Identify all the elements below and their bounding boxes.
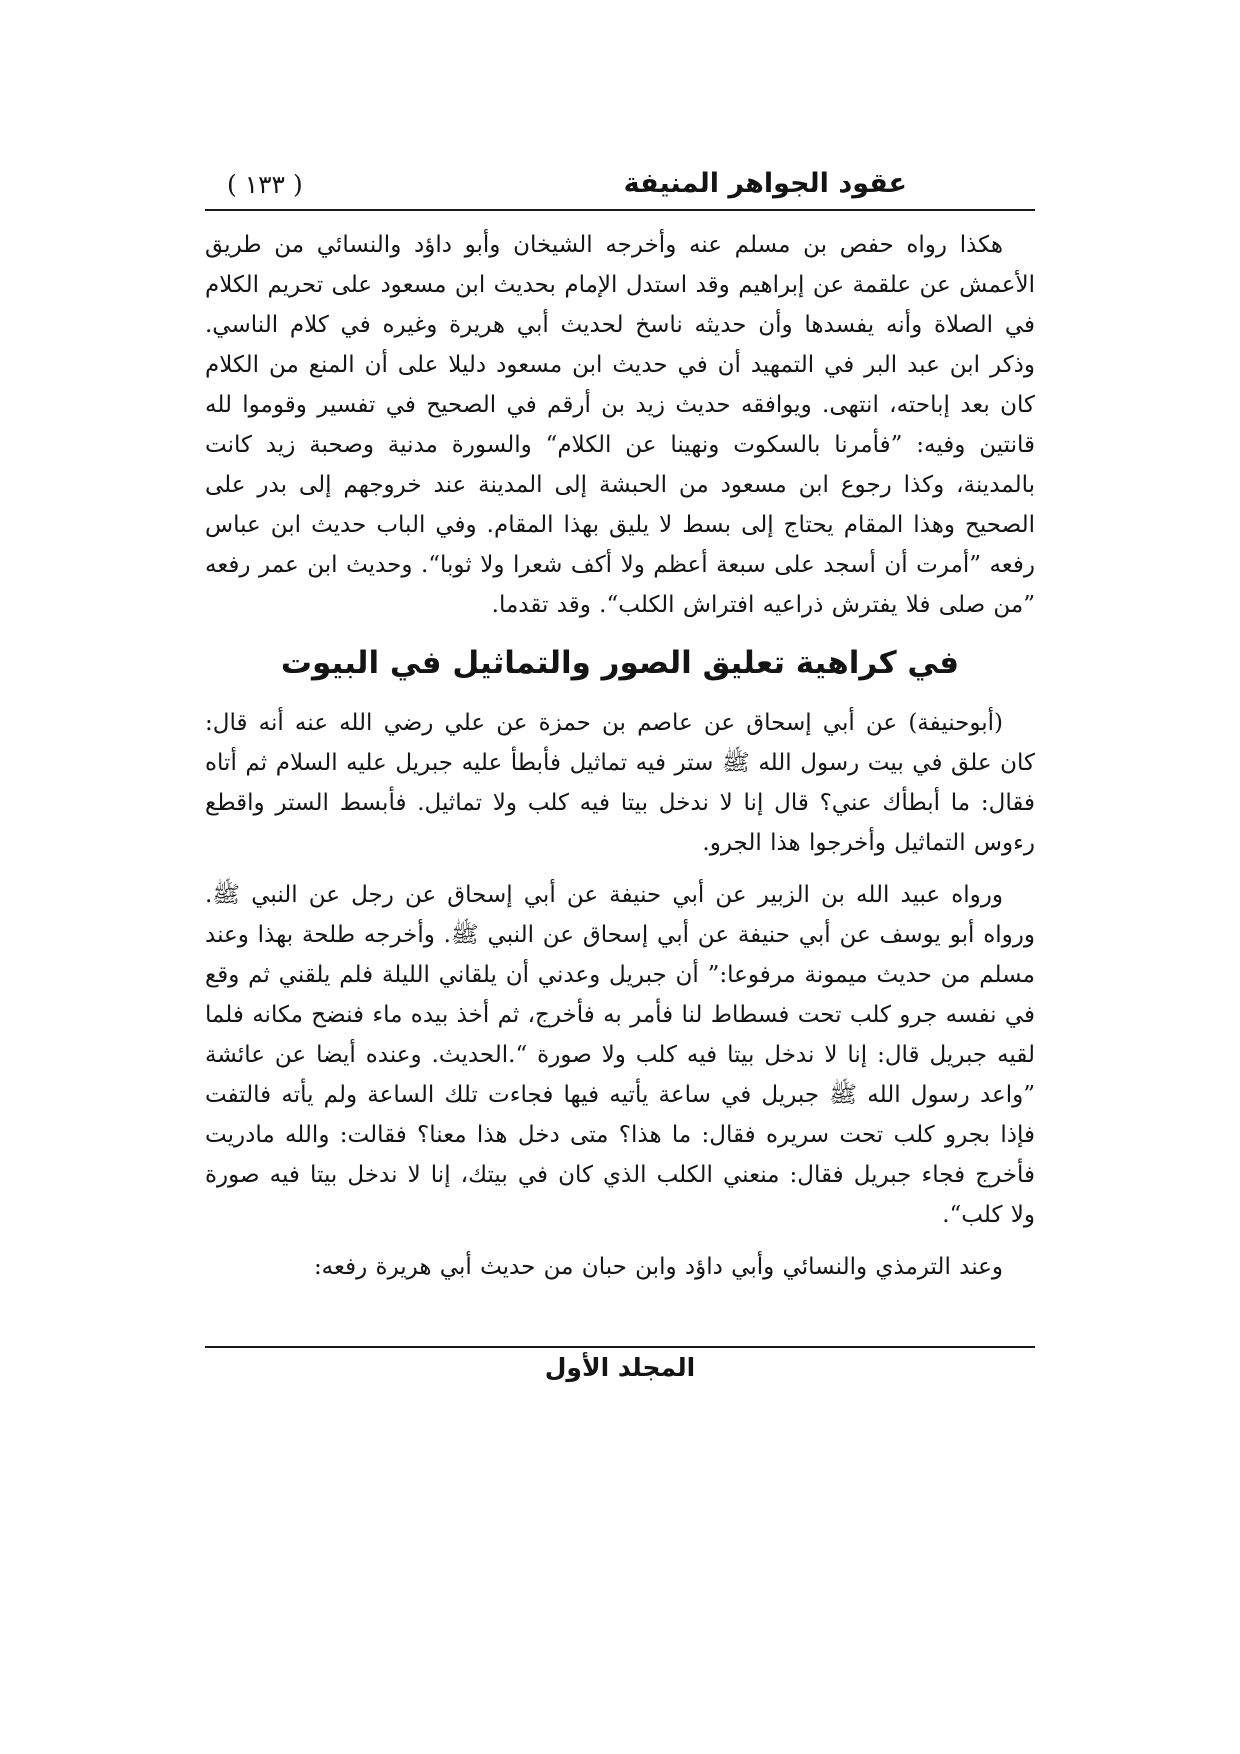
book-title: عقود الجواهر المنيفة	[623, 168, 907, 199]
page-number: ( ١٣٣ )	[227, 170, 303, 199]
footer-divider	[205, 1346, 1035, 1348]
paragraph-hadith-discussion: هكذا رواه حفص بن مسلم عنه وأخرجه الشيخان وأبو داؤد والنسائي من طريق الأعمش عن علقمة عن إبراهيم وقد استدل الإمام بحديث ابن مسعود على تحريم الكلام في الصلاة وأنه يفسدها وأن حديثه ناسخ لحديث أبي هريرة وغيره في كلام الناسي. وذكر ابن عبد البر في التمهيد أن في حديث ابن مسعود دليلا على أن المنع من الكلام كان بعد إباحته، انتهى. ويوافقه حديث زيد بن أرقم في الصحيح في تفسير وقوموا لله قانتين وفيه: ”فأمرنا بالسكوت ونهينا عن الكلام“ والسورة مدنية وصحبة زيد كانت بالمدينة، وكذا رجوع ابن مسعود من الحبشة إلى المدينة عند خروجهم إلى بدر على الصحيح وهذا المقام يحتاج إلى بسط لا يليق بهذا المقام. وفي الباب حديث ابن عباس رفعه ”أمرت أن أسجد على سبعة أعظم ولا أكف شعرا ولا ثوبا“. وحديث ابن عمر رفعه ”من صلى فلا يفترش ذراعيه افتراش الكلب“. وقد تقدما.	[205, 232, 1035, 618]
page-header	[205, 168, 1035, 209]
section-heading: في كراهية تعليق الصور والتماثيل في البيوت	[280, 645, 960, 681]
volume-label: المجلد الأول	[544, 1353, 696, 1382]
page-footer	[205, 1346, 1035, 1382]
paragraph-tirmidhi-reference: وعند الترمذي والنسائي وأبي داؤد وابن حبان من حديث أبي هريرة رفعه:	[313, 1254, 1003, 1280]
paragraph-abu-hanifa-narration: (أبوحنيفة) عن أبي إسحاق عن عاصم بن حمزة عن علي رضي الله عنه أنه قال: كان علق في بيت رسول الله ﷺ ستر فيه تماثيل فأبطأ عليه جبريل عليه السلام ثم أتاه فقال: ما أبطأك عني؟ قال إنا لا ندخل بيتا فيه كلب ولا تماثيل. فأبسط الستر واقطع رءوس التماثيل وأخرجوا هذا الجرو.	[205, 710, 1035, 856]
paragraph-other-narrations: ورواه عبيد الله بن الزبير عن أبي حنيفة عن أبي إسحاق عن رجل عن النبي ﷺ. ورواه أبو يوسف عن أبي حنيفة عن أبي إسحاق عن النبي ﷺ. وأخرجه طلحة بهذا وعند مسلم من حديث ميمونة مرفوعا:” أن جبريل وعدني أن يلقاني الليلة فلم يلقني ثم وقع في نفسه جرو كلب تحت فسطاط لنا فأمر به فأخرج، ثم أخذ بيده ماء فنضح مكانه فلما لقيه جبريل قال: إنا لا ندخل بيتا فيه كلب ولا صورة “.الحديث. وعنده أيضا عن عائشة ”واعد رسول الله ﷺ جبريل في ساعة يأتيه فيها فجاءت تلك الساعة ولم يأته فالتفت فإذا بجرو كلب تحت سريره فقال: ما هذا؟ متى دخل هذا معنا؟ فقالت: والله مادريت فأخرج فجاء جبريل فقال: منعني الكلب الذي كان في بيتك، إنا لا ندخل بيتا فيه صورة ولا كلب“.	[205, 882, 1035, 1228]
page-body	[205, 211, 1035, 1287]
